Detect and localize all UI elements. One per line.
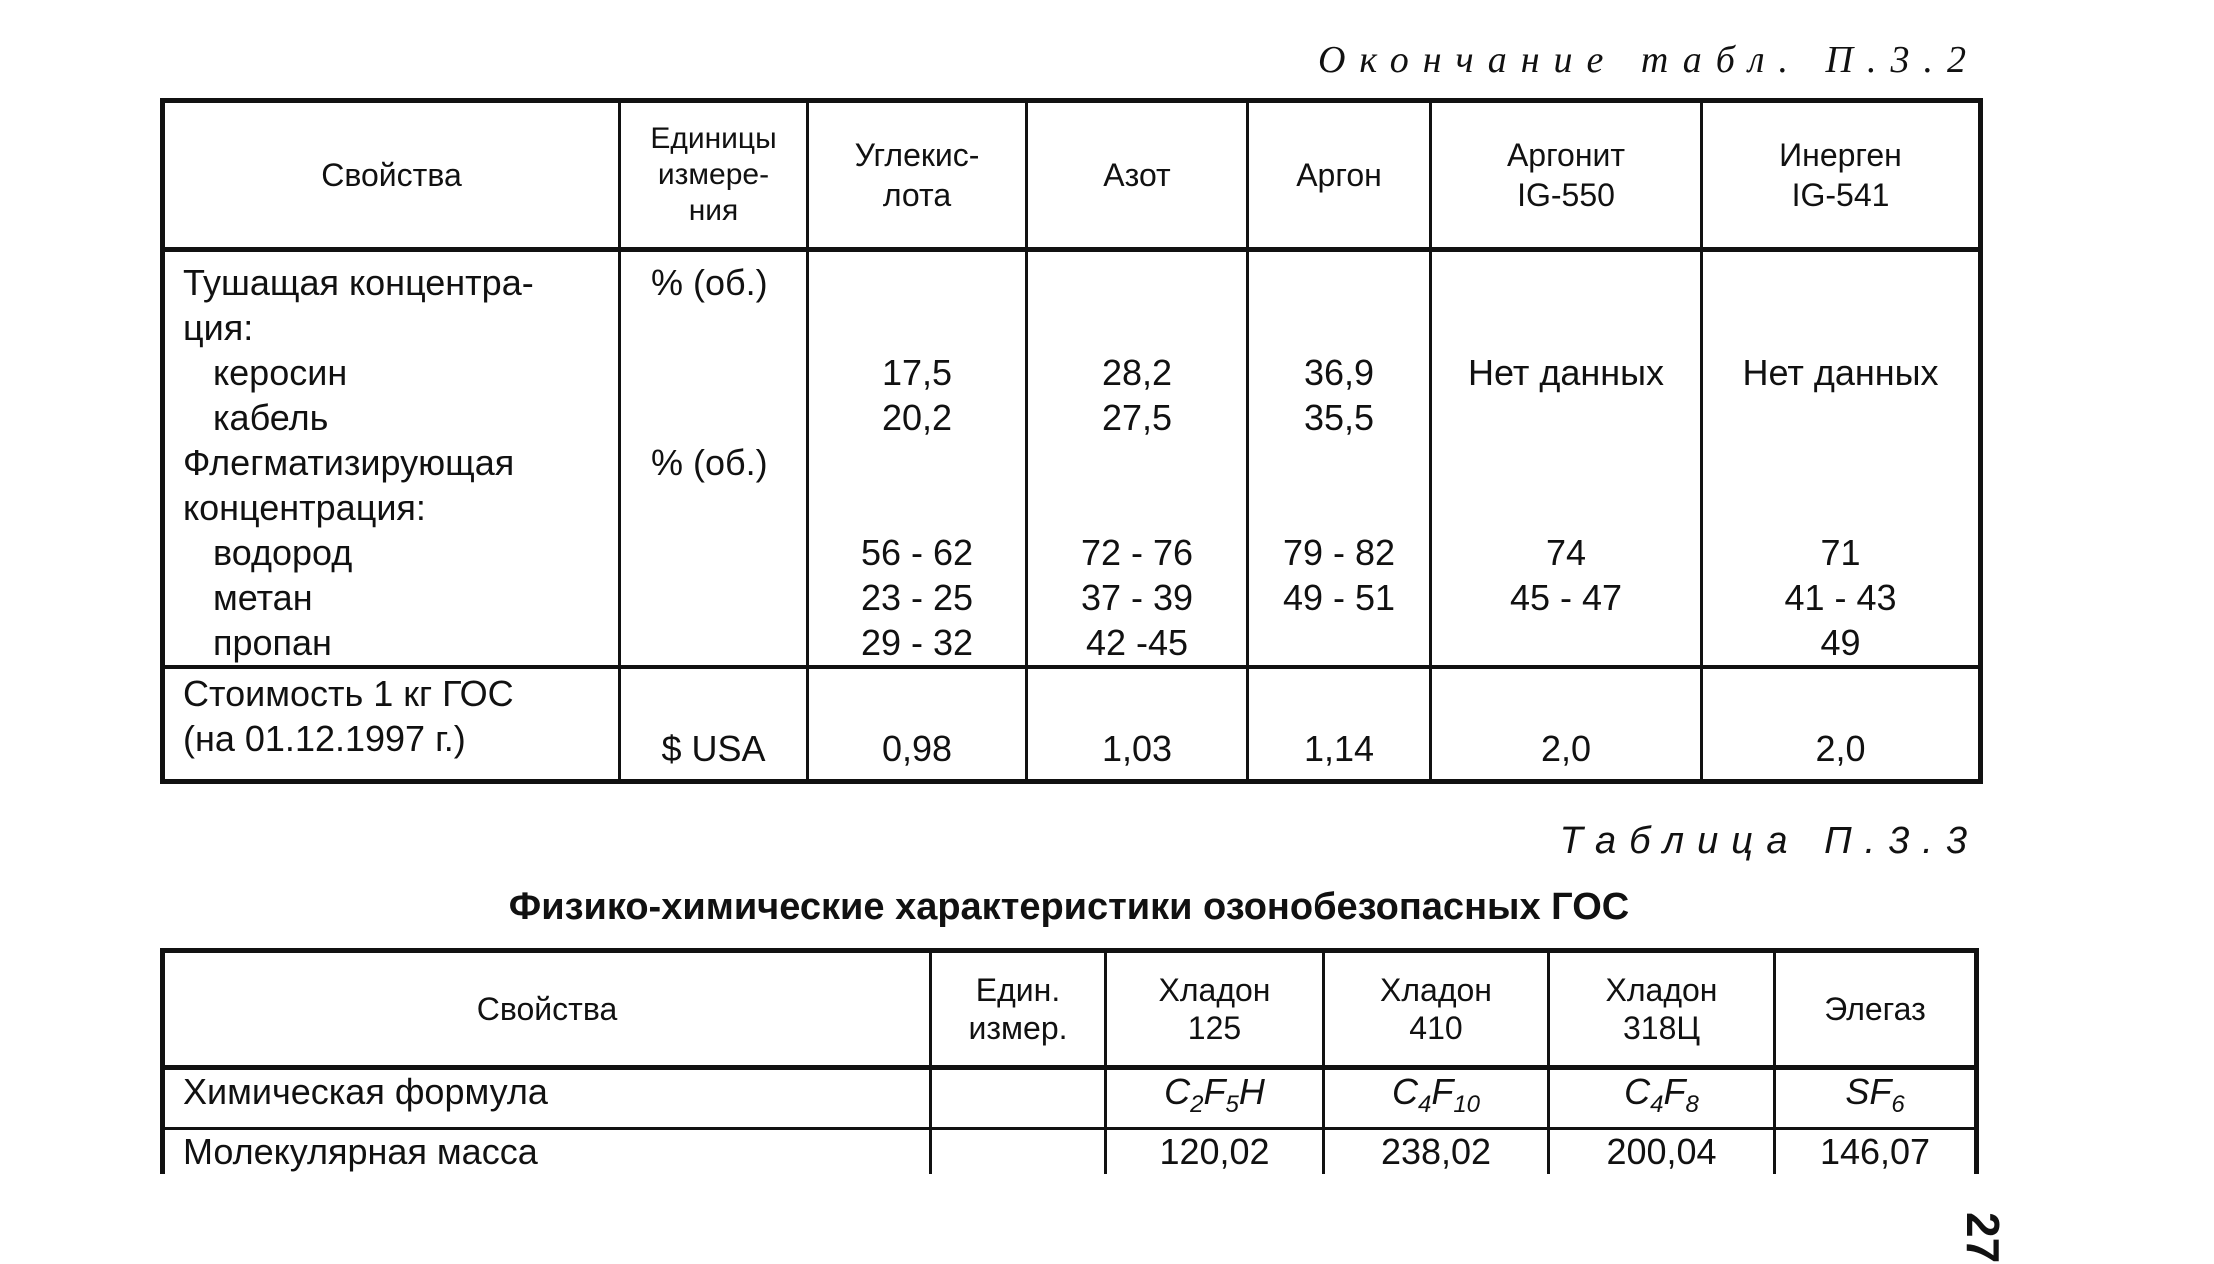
header-inergen: Инерген IG-541 [1702, 101, 1981, 250]
header-nitrogen: Азот [1027, 101, 1248, 250]
formula-freon-125: $C_2F_5H$ [1106, 1068, 1324, 1129]
header-properties: Свойства [163, 951, 931, 1068]
page-number: 27 [1957, 1212, 2009, 1264]
cost-co2: 0,98 [808, 667, 1027, 782]
header-freon-410: Хладон 410 [1324, 951, 1549, 1068]
header-units: Единицы измере- ния [620, 101, 808, 250]
table-row [163, 1068, 1977, 1129]
physico-chemical-table-p33 [160, 948, 1979, 1174]
header-units: Един. измер. [931, 951, 1106, 1068]
nitrogen-values: 28,2 27,5 72 - 76 37 - 39 42 -45 [1027, 250, 1248, 668]
co2-values: 17,5 20,2 56 - 62 23 - 25 29 - 32 [808, 250, 1027, 668]
table-number-caption: Таблица П.3.3 [1559, 820, 1980, 862]
cost-argon: 1,14 [1248, 667, 1431, 782]
cost-unit: $ USA [620, 667, 808, 782]
properties-table-p32 [160, 98, 1983, 784]
concentration-properties: Тушащая концентра- ция: керосин кабель Флегматизирующая концентрация: водород метан пропан [163, 250, 620, 668]
inergen-values: Нет данных 71 41 - 43 49 [1702, 250, 1981, 668]
argon-values: 36,9 35,5 79 - 82 49 - 51 [1248, 250, 1431, 668]
cost-property: Стоимость 1 кг ГОС (на 01.12.1997 г.) [163, 667, 620, 782]
mass-freon-318c: 200,04 [1549, 1129, 1775, 1175]
header-argonite: Аргонит IG-550 [1431, 101, 1702, 250]
table-title: Физико-химические характеристики озонобезопасных ГОС [508, 886, 1630, 928]
mass-freon-410: 238,02 [1324, 1129, 1549, 1175]
formula-freon-318c: $C_4F_8$ [1549, 1068, 1775, 1129]
header-freon-318c: Хладон 318Ц [1549, 951, 1775, 1068]
formula-freon-410: $C_4F_{10}$ [1324, 1068, 1549, 1129]
row-label-molar-mass: Молекулярная масса [163, 1129, 931, 1175]
mass-freon-125: 120,02 [1106, 1129, 1324, 1175]
header-sf6: Элегаз [1775, 951, 1977, 1068]
cost-inergen: 2,0 [1702, 667, 1981, 782]
cost-argonite: 2,0 [1431, 667, 1702, 782]
header-freon-125: Хладон 125 [1106, 951, 1324, 1068]
formula-sf6: $SF_6$ [1775, 1068, 1977, 1129]
header-properties: Свойства [163, 101, 620, 250]
row-unit-formula [931, 1068, 1106, 1129]
row-unit-molar-mass [931, 1129, 1106, 1175]
header-argon: Аргон [1248, 101, 1431, 250]
argonite-values: Нет данных 74 45 - 47 [1431, 250, 1702, 668]
header-co2: Углекис- лота [808, 101, 1027, 250]
table-row [163, 1129, 1977, 1175]
mass-sf6: 146,07 [1775, 1129, 1977, 1175]
concentration-units: % (об.) % (об.) [620, 250, 808, 668]
cost-nitrogen: 1,03 [1027, 667, 1248, 782]
row-label-formula: Химическая формула [163, 1068, 931, 1129]
table-continuation-caption: Окончание табл. П.3.2 [1317, 39, 1980, 81]
